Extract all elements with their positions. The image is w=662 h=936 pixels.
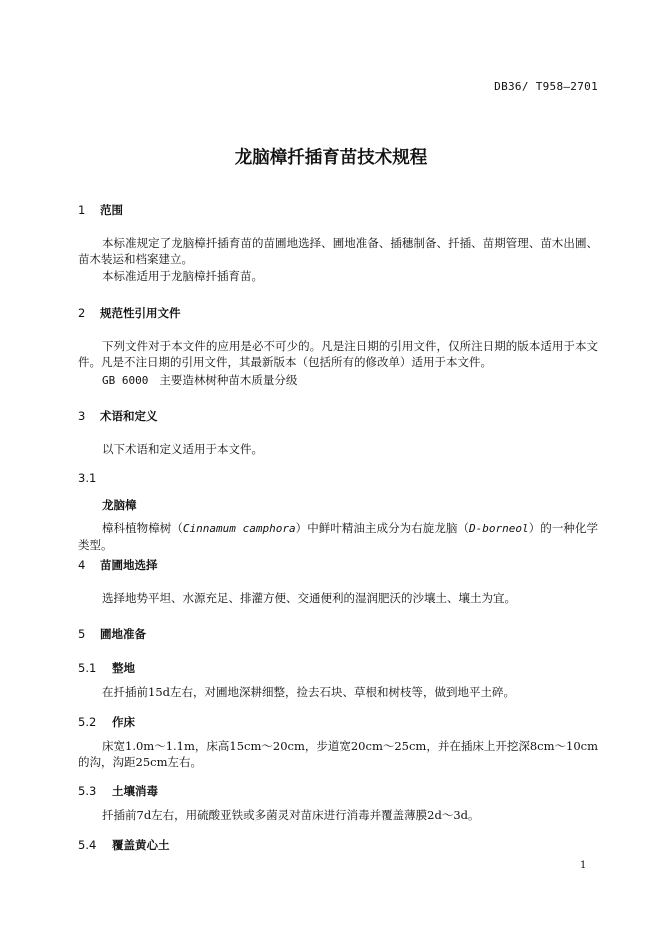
normative-reference (78, 372, 598, 389)
subsection-5-4-heading (78, 837, 170, 853)
section-5-heading (78, 626, 146, 642)
page-number: 1 (580, 860, 587, 871)
section-4-heading (78, 557, 158, 573)
paragraph: 本标准适用于龙脑樟扦插育苗。 (102, 269, 263, 283)
subsection-title: 整地 (112, 661, 135, 675)
subsection-title: 土壤消毒 (112, 784, 158, 798)
subsection-title: 覆盖黄心土 (112, 838, 170, 852)
paragraph: 在扦插前15d左右，对圃地深耕细整，捡去石块、草根和树枝等，做到地平土碎。 (102, 685, 515, 699)
paragraph: 扦插前7d左右，用硫酸亚铁或多菌灵对苗床进行消毒并覆盖薄膜2d～3d。 (102, 808, 480, 822)
subsection-title: 作床 (112, 715, 135, 729)
section-number: 4 (78, 558, 86, 572)
latin-name: Cinnamum camphora (182, 522, 296, 535)
definition-text: ）中鲜叶精油主成分为右旋龙脑（ (295, 521, 470, 535)
section-1-heading (78, 202, 123, 218)
section-number: 2 (78, 306, 86, 320)
subsection-number: 5.1 (78, 661, 97, 675)
section-2-heading (78, 305, 181, 321)
paragraph: 床宽1.0m～1.1m，床高15cm～20cm，步道宽20cm～25cm，并在插床上开挖深8cm～10cm的沟，沟距25cm左右。 (78, 739, 598, 769)
section-title: 范围 (100, 203, 123, 217)
term-definition (78, 520, 598, 553)
latin-name: D-borneol (469, 522, 529, 535)
definition-text: ）的一种化学类型。 (78, 521, 599, 552)
subsection-5-3-heading (78, 783, 158, 799)
subsection-number: 5.4 (78, 838, 97, 852)
section-title: 苗圃地选择 (100, 558, 158, 572)
reference-code: GB 6000 (102, 374, 149, 387)
section-number: 3 (78, 409, 86, 423)
section-number: 5 (78, 627, 86, 641)
document-title: 龙脑樟扦插育苗技术规程 (234, 148, 428, 168)
subsection-number: 5.2 (78, 715, 97, 729)
standard-code: DB36/ T958—2701 (494, 80, 598, 93)
subsection-5-2-heading (78, 714, 135, 730)
section-title: 圃地准备 (100, 627, 146, 641)
paragraph: 以下术语和定义适用于本文件。 (102, 442, 263, 456)
reference-title: 主要造林树种苗木质量分级 (159, 373, 298, 387)
definition-text: 樟科植物樟树（ (102, 521, 183, 535)
paragraph: 下列文件对于本文件的应用是必不可少的。凡是注日期的引用文件，仅所注日期的版本适用于本文件。凡是不注日期的引用文件，其最新版本（包括所有的修改单）适用于本文件。 (78, 339, 598, 369)
section-title: 术语和定义 (100, 409, 158, 423)
section-title: 规范性引用文件 (100, 306, 181, 320)
section-number: 1 (78, 203, 86, 217)
subsection-number: 5.3 (78, 784, 97, 798)
section-3-heading (78, 408, 158, 424)
term-number: 3.1 (78, 471, 97, 485)
term-name: 龙脑樟 (102, 498, 137, 512)
paragraph: 选择地势平坦、水源充足、排灌方便、交通便利的湿润肥沃的沙壤土、壤土为宜。 (102, 591, 516, 605)
subsection-5-1-heading (78, 660, 135, 676)
paragraph: 本标准规定了龙脑樟扦插育苗的苗圃地选择、圃地准备、插穗制备、扦插、苗期管理、苗木出圃、苗木装运和档案建立。 (78, 236, 598, 266)
